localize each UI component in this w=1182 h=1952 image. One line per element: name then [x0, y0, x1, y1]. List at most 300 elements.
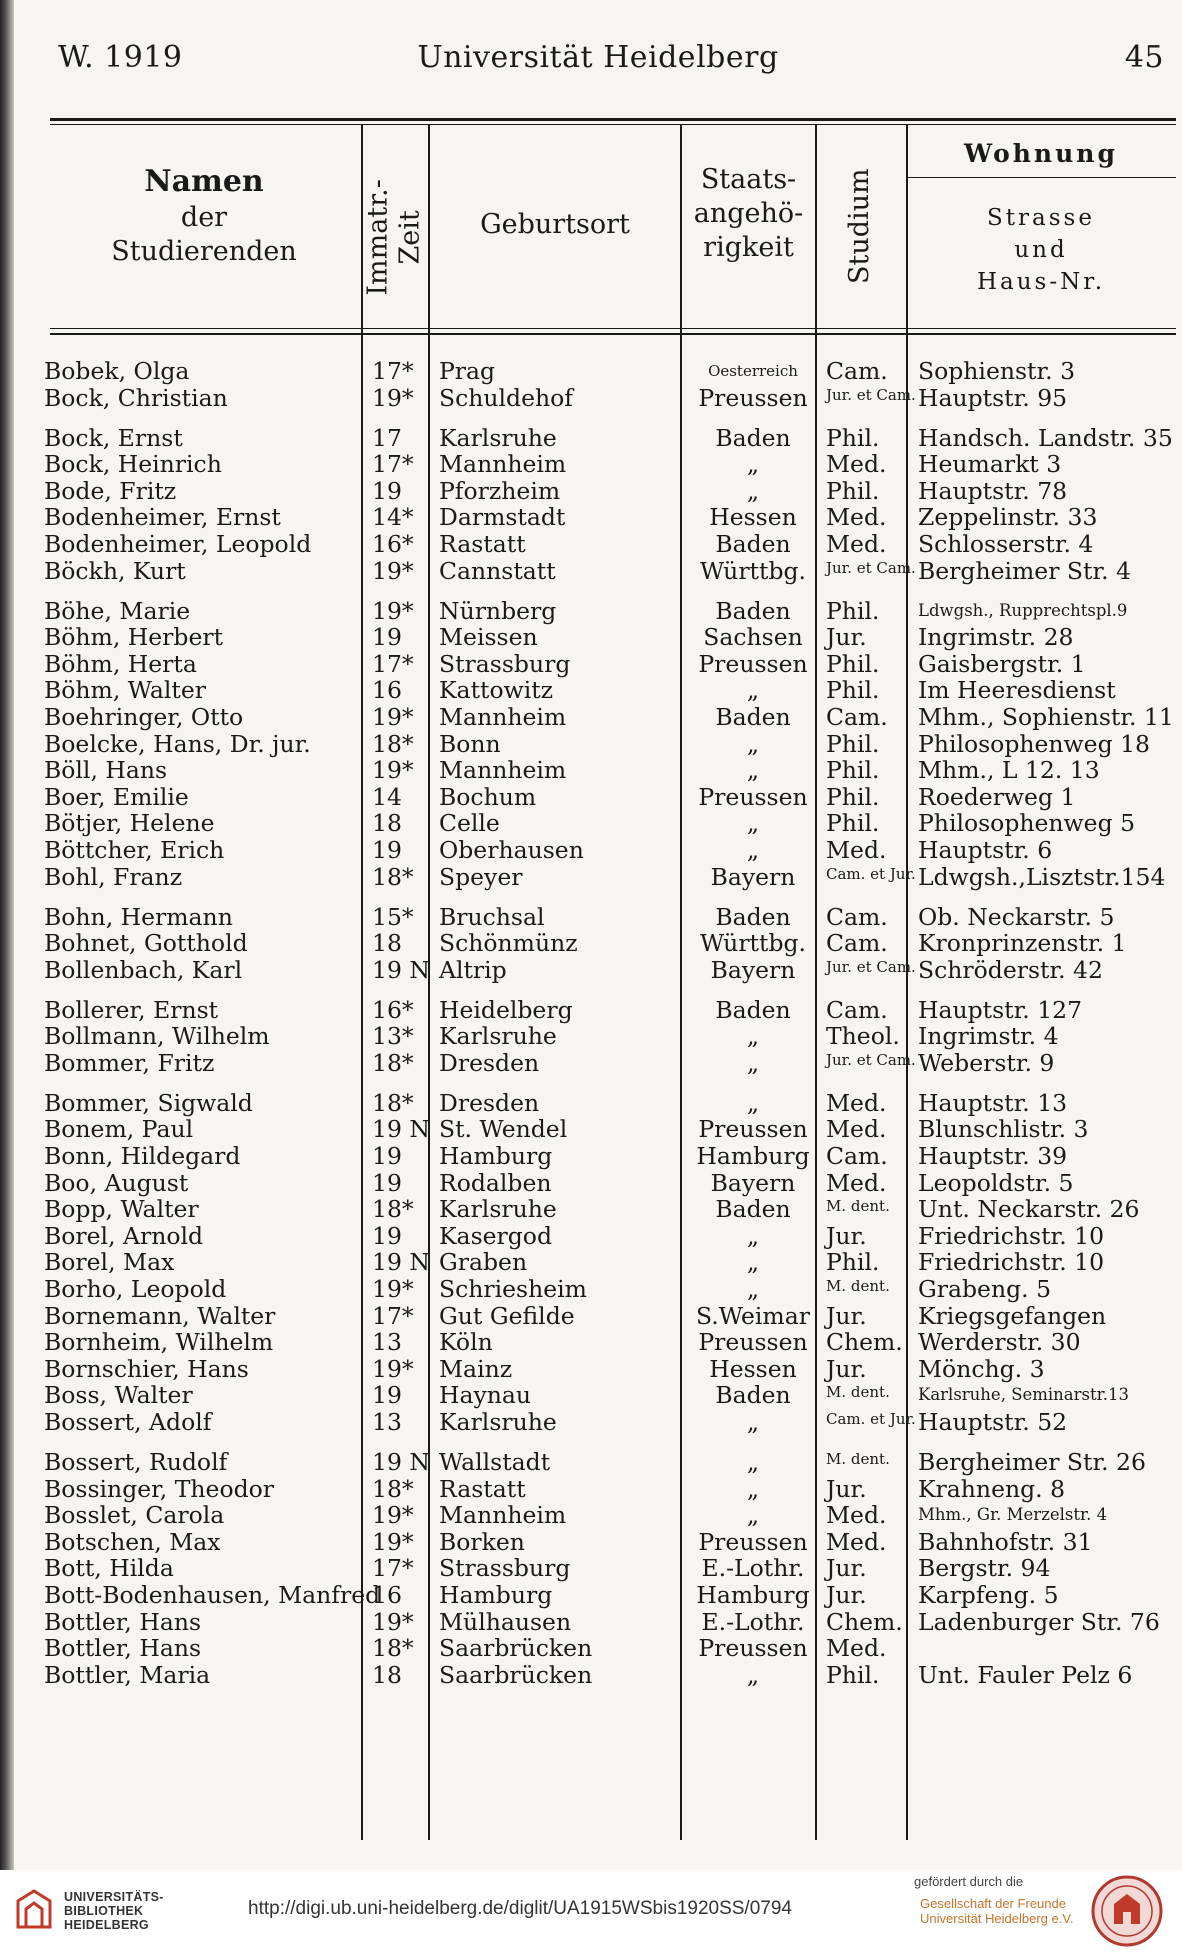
column-header-study: Studium	[843, 168, 875, 285]
residence-address: Werderstr. 30	[918, 1328, 1081, 1357]
matriculation-time: 17	[372, 423, 402, 452]
table-row	[14, 784, 1182, 811]
field-of-study: Med.	[826, 1634, 887, 1663]
matriculation-time: 16	[372, 1580, 402, 1609]
student-name: Bodenheimer, Leopold	[44, 529, 312, 558]
table-row	[14, 1662, 1182, 1689]
student-name: Bottler, Hans	[44, 1607, 202, 1636]
table-row	[14, 1529, 1182, 1556]
matriculation-time: 19 N	[372, 1115, 430, 1144]
table-row	[14, 358, 1182, 385]
field-of-study: Med.	[826, 503, 887, 532]
student-name: Böll, Hans	[44, 756, 168, 785]
citizenship: „	[746, 1275, 760, 1304]
citizenship: „	[746, 476, 760, 505]
field-of-study: Med.	[826, 450, 887, 479]
birthplace: Nürnberg	[439, 596, 557, 625]
table-row	[14, 1502, 1182, 1529]
birthplace: Saarbrücken	[439, 1660, 593, 1689]
column-header-birthplace: Geburtsort	[480, 209, 630, 240]
field-of-study: Med.	[826, 1527, 887, 1556]
residence-address: Zeppelinstr. 33	[918, 503, 1098, 532]
matriculation-time: 19*	[372, 383, 414, 412]
citizenship: Preussen	[698, 383, 808, 412]
residence-address: Hauptstr. 78	[918, 476, 1068, 505]
matriculation-time: 17*	[372, 1301, 414, 1330]
field-of-study: Phil.	[826, 782, 880, 811]
citizenship: Baden	[715, 529, 791, 558]
field-of-study: Jur.	[826, 1580, 867, 1609]
birthplace: Schuldehof	[439, 383, 573, 412]
residence-address: Ob. Neckarstr. 5	[918, 902, 1115, 931]
citizenship: „	[746, 1048, 760, 1077]
birthplace: Karlsruhe	[439, 1022, 557, 1051]
table-row	[14, 1303, 1182, 1330]
matriculation-time: 16	[372, 676, 402, 705]
table-row	[14, 1476, 1182, 1503]
field-of-study: Med.	[826, 529, 887, 558]
residence-address: Hauptstr. 6	[918, 835, 1053, 864]
residence-address: Karlsruhe, Seminarstr.13	[918, 1385, 1129, 1405]
matriculation-time: 19	[372, 1168, 402, 1197]
matriculation-time: 19	[372, 1221, 402, 1250]
field-of-study: M. dent.	[826, 1277, 890, 1296]
table-row	[14, 1116, 1182, 1143]
student-name: Bottler, Maria	[44, 1660, 211, 1689]
field-of-study: Jur.	[826, 1474, 867, 1503]
field-of-study: Phil.	[826, 476, 880, 505]
citizenship: „	[746, 809, 760, 838]
citizenship: „	[746, 729, 760, 758]
matriculation-time: 16*	[372, 995, 414, 1024]
citizenship: E.-Lothr.	[701, 1607, 805, 1636]
table-row	[14, 997, 1182, 1024]
university-seal-icon	[1090, 1874, 1164, 1948]
field-of-study: Med.	[826, 1115, 887, 1144]
residence-address: Blunschlistr. 3	[918, 1115, 1089, 1144]
residence-address: Karpfeng. 5	[918, 1580, 1059, 1609]
birthplace: Cannstatt	[439, 556, 556, 585]
birthplace: Schönmünz	[439, 929, 578, 958]
student-name: Bock, Heinrich	[44, 450, 222, 479]
matriculation-time: 19*	[372, 756, 414, 785]
header-rule-top-thin	[50, 124, 1176, 125]
residence-address: Krahneng. 8	[918, 1474, 1066, 1503]
student-name: Bobek, Olga	[44, 357, 190, 385]
citizenship: „	[746, 1248, 760, 1277]
header-rule-bottom-thin	[50, 328, 1176, 329]
citizenship: „	[746, 676, 760, 705]
citizenship: Württbg.	[699, 556, 806, 585]
birthplace: Speyer	[439, 862, 523, 891]
birthplace: Mülhausen	[439, 1607, 572, 1636]
table-row	[14, 1196, 1182, 1223]
column-header-address: Strasse und Haus-Nr.	[976, 205, 1106, 296]
matriculation-time: 19*	[372, 702, 414, 731]
matriculation-time: 18	[372, 809, 402, 838]
table-row	[14, 930, 1182, 957]
library-logo-icon	[14, 1887, 54, 1931]
birthplace: Oberhausen	[439, 835, 584, 864]
student-name: Boo, August	[44, 1168, 189, 1197]
matriculation-time: 18*	[372, 862, 414, 891]
matriculation-time: 19	[372, 1381, 402, 1410]
matriculation-time: 19	[372, 835, 402, 864]
student-name: Böhm, Herbert	[44, 623, 224, 652]
student-name: Bode, Fritz	[44, 476, 177, 505]
table-row	[14, 451, 1182, 478]
residence-address: Friedrichstr. 10	[918, 1248, 1105, 1277]
table-row	[14, 1609, 1182, 1636]
page-number: 45	[1124, 40, 1164, 75]
residence-address: Schlosserstr. 4	[918, 529, 1094, 558]
student-name: Bonn, Hildegard	[44, 1142, 241, 1171]
field-of-study: Jur. et Cam.	[826, 1050, 916, 1069]
column-header-name: Namen der Studierenden	[111, 164, 297, 267]
field-of-study: M. dent.	[826, 1197, 890, 1216]
table-row	[14, 757, 1182, 784]
table-row	[14, 1356, 1182, 1383]
matriculation-time: 18*	[372, 1634, 414, 1663]
student-name: Botschen, Max	[44, 1527, 221, 1556]
table-row	[14, 864, 1182, 904]
matriculation-time: 19 N	[372, 1448, 430, 1476]
matriculation-time: 19 N	[372, 1248, 430, 1277]
table-row	[14, 1276, 1182, 1303]
residence-address: Hauptstr. 52	[918, 1408, 1068, 1436]
student-name: Bott, Hilda	[44, 1554, 174, 1583]
birthplace: Haynau	[439, 1381, 532, 1410]
citizenship: „	[746, 1501, 760, 1530]
table-row	[14, 1170, 1182, 1197]
residence-address: Bergheimer Str. 26	[918, 1448, 1146, 1476]
citizenship: „	[746, 756, 760, 785]
birthplace: Celle	[439, 809, 500, 838]
student-name: Bottler, Hans	[44, 1634, 202, 1663]
citizenship: Württbg.	[699, 929, 806, 958]
student-name: Bossinger, Theodor	[44, 1474, 275, 1503]
citizenship: Hessen	[709, 503, 797, 532]
matriculation-time: 16*	[372, 529, 414, 558]
table-row	[14, 810, 1182, 837]
birthplace: Bochum	[439, 782, 537, 811]
book-spine-shadow	[0, 0, 14, 1870]
page-header-semester: W. 1919	[58, 40, 183, 75]
birthplace: St. Wendel	[439, 1115, 568, 1144]
citizenship: Hessen	[709, 1354, 797, 1383]
table-row	[14, 1023, 1182, 1050]
residence-address: Hauptstr. 127	[918, 995, 1083, 1024]
matriculation-time: 15*	[372, 902, 414, 931]
student-name: Bodenheimer, Ernst	[44, 503, 281, 532]
residence-address: Friedrichstr. 10	[918, 1221, 1105, 1250]
student-name: Boehringer, Otto	[44, 702, 244, 731]
citizenship: Preussen	[698, 1527, 808, 1556]
birthplace: Kattowitz	[439, 676, 554, 705]
field-of-study: M. dent.	[826, 1383, 890, 1402]
citizenship: Baden	[715, 1195, 791, 1224]
field-of-study: M. dent.	[826, 1450, 890, 1468]
birthplace: Graben	[439, 1248, 528, 1277]
table-row	[14, 598, 1182, 625]
birthplace: Saarbrücken	[439, 1634, 593, 1663]
citizenship: Preussen	[698, 1634, 808, 1663]
table-row	[14, 677, 1182, 704]
matriculation-time: 19*	[372, 1607, 414, 1636]
matriculation-time: 19*	[372, 596, 414, 625]
citizenship: „	[746, 1408, 760, 1436]
field-of-study: Phil.	[826, 729, 880, 758]
birthplace: Dresden	[439, 1088, 540, 1117]
birthplace: Rastatt	[439, 1474, 526, 1503]
student-name: Böhe, Marie	[44, 596, 191, 625]
residence-address: Philosophenweg 5	[918, 809, 1136, 838]
residence-address: Mönchg. 3	[918, 1354, 1045, 1383]
birthplace: Karlsruhe	[439, 1195, 557, 1224]
student-name: Bommer, Sigwald	[44, 1088, 253, 1117]
footer-bar	[0, 1870, 1182, 1952]
residence-address: Weberstr. 9	[918, 1048, 1055, 1077]
residence-address: Ldwgsh.,Lisztstr.154	[918, 862, 1166, 891]
citizenship: Oesterreich	[708, 362, 798, 380]
student-name: Bollenbach, Karl	[44, 955, 243, 984]
table-row	[14, 837, 1182, 864]
student-name: Böhm, Walter	[44, 676, 206, 705]
field-of-study: Cam.	[826, 702, 888, 731]
birthplace: Köln	[439, 1328, 493, 1357]
matriculation-time: 13*	[372, 1022, 414, 1051]
residence-address: Gaisbergstr. 1	[918, 649, 1086, 678]
matriculation-time: 19*	[372, 1501, 414, 1530]
citizenship: Baden	[715, 702, 791, 731]
field-of-study: Jur. et Cam.	[826, 558, 916, 577]
residence-address: Schröderstr. 42	[918, 955, 1103, 984]
student-name: Bornheim, Wilhelm	[44, 1328, 274, 1357]
student-name: Bohnet, Gotthold	[44, 929, 248, 958]
citizenship: Preussen	[698, 1115, 808, 1144]
citizenship: „	[746, 1221, 760, 1250]
birthplace: Karlsruhe	[439, 423, 557, 452]
table-row	[14, 1555, 1182, 1582]
scanned-page	[14, 0, 1182, 1870]
table-row	[14, 1382, 1182, 1409]
table-row	[14, 904, 1182, 931]
society-name: Gesellschaft der Freunde Universität Heidelberg e.V.	[920, 1896, 1074, 1926]
citizenship: „	[746, 1474, 760, 1503]
student-name: Böckh, Kurt	[44, 556, 186, 585]
table-row	[14, 704, 1182, 731]
field-of-study: Jur. et Cam.	[826, 385, 916, 404]
field-of-study: Cam. et Jur.	[826, 1410, 916, 1428]
student-name: Bosslet, Carola	[44, 1501, 225, 1530]
birthplace: Meissen	[439, 623, 538, 652]
citizenship: „	[746, 1022, 760, 1051]
matriculation-time: 19*	[372, 1275, 414, 1304]
table-row	[14, 1449, 1182, 1476]
student-name: Bossert, Rudolf	[44, 1448, 228, 1476]
field-of-study: Cam. et Jur.	[826, 864, 916, 883]
document-url-link[interactable]: http://digi.ub.uni-heidelberg.de/diglit/UA1915WSbis1920SS/0794	[248, 1898, 792, 1919]
table-row	[14, 478, 1182, 505]
student-name: Bollerer, Ernst	[44, 995, 219, 1024]
header-rule-top	[50, 118, 1176, 121]
library-name: UNIVERSITÄTS- BIBLIOTHEK HEIDELBERG	[64, 1890, 164, 1932]
matriculation-time: 19*	[372, 556, 414, 585]
citizenship: E.-Lothr.	[701, 1554, 805, 1583]
student-name: Bock, Christian	[44, 383, 228, 412]
student-name: Bossert, Adolf	[44, 1408, 212, 1436]
birthplace: Strassburg	[439, 1554, 571, 1583]
wohnung-rule	[906, 177, 1176, 178]
residence-address: Hauptstr. 95	[918, 383, 1068, 412]
matriculation-time: 18*	[372, 729, 414, 758]
student-name: Bollmann, Wilhelm	[44, 1022, 270, 1051]
citizenship: Preussen	[698, 649, 808, 678]
student-name: Bott-Bodenhausen, Manfred	[44, 1580, 381, 1609]
page-header-title: Universität Heidelberg	[417, 40, 779, 75]
birthplace: Mannheim	[439, 756, 567, 785]
citizenship: Preussen	[698, 782, 808, 811]
citizenship: Bayern	[710, 955, 796, 984]
matriculation-time: 17*	[372, 450, 414, 479]
field-of-study: Jur.	[826, 623, 867, 652]
citizenship: „	[746, 1088, 760, 1117]
citizenship: Baden	[715, 902, 791, 931]
citizenship: „	[746, 450, 760, 479]
residence-address: Ladenburger Str. 76	[918, 1607, 1160, 1636]
field-of-study: Cam.	[826, 357, 888, 385]
birthplace: Bonn	[439, 729, 501, 758]
field-of-study: Theol.	[826, 1022, 900, 1051]
student-name: Borel, Arnold	[44, 1221, 204, 1250]
field-of-study: Chem.	[826, 1607, 903, 1636]
student-name: Bock, Ernst	[44, 423, 183, 452]
citizenship: „	[746, 835, 760, 864]
table-row	[14, 1223, 1182, 1250]
field-of-study: Chem.	[826, 1328, 903, 1357]
matriculation-time: 18	[372, 1660, 402, 1689]
citizenship: Baden	[715, 423, 791, 452]
birthplace: Dresden	[439, 1048, 540, 1077]
table-row	[14, 1582, 1182, 1609]
table-row	[14, 651, 1182, 678]
table-row	[14, 531, 1182, 558]
residence-address: Kronprinzenstr. 1	[918, 929, 1127, 958]
student-name: Borel, Max	[44, 1248, 175, 1277]
matriculation-time: 13	[372, 1328, 402, 1357]
matriculation-time: 19	[372, 1142, 402, 1171]
citizenship: „	[746, 1448, 760, 1476]
residence-address: Bergstr. 94	[918, 1554, 1051, 1583]
birthplace: Mannheim	[439, 702, 567, 731]
student-name: Bonem, Paul	[44, 1115, 194, 1144]
student-name: Böttcher, Erich	[44, 835, 225, 864]
citizenship: Bayern	[710, 862, 796, 891]
table-row	[14, 1635, 1182, 1662]
residence-address: Bahnhofstr. 31	[918, 1527, 1093, 1556]
matriculation-time: 18	[372, 929, 402, 958]
residence-address: Roederweg 1	[918, 782, 1076, 811]
citizenship: Bayern	[710, 1168, 796, 1197]
student-list	[14, 358, 1182, 1688]
field-of-study: Phil.	[826, 1248, 880, 1277]
matriculation-time: 18*	[372, 1474, 414, 1503]
residence-address: Ldwgsh., Rupprechtspl.9	[918, 600, 1128, 620]
field-of-study: Med.	[826, 1501, 887, 1530]
field-of-study: Cam.	[826, 929, 888, 958]
field-of-study: Cam.	[826, 995, 888, 1024]
matriculation-time: 18*	[372, 1195, 414, 1224]
table-row	[14, 957, 1182, 997]
birthplace: Hamburg	[439, 1580, 553, 1609]
matriculation-time: 18*	[372, 1088, 414, 1117]
student-name: Bopp, Walter	[44, 1195, 199, 1224]
table-row	[14, 1409, 1182, 1449]
matriculation-time: 17*	[372, 357, 414, 385]
student-name: Boelcke, Hans, Dr. jur.	[44, 729, 311, 758]
citizenship: Baden	[715, 596, 791, 625]
birthplace: Mainz	[439, 1354, 513, 1383]
table-row	[14, 385, 1182, 425]
birthplace: Pforzheim	[439, 476, 561, 505]
field-of-study: Phil.	[826, 756, 880, 785]
birthplace: Prag	[439, 357, 496, 385]
residence-address: Mhm., Gr. Merzelstr. 4	[918, 1505, 1108, 1525]
column-header-citizenship: Staats- angehö- rigkeit	[693, 164, 804, 264]
table-row	[14, 1249, 1182, 1276]
field-of-study: Cam.	[826, 902, 888, 931]
birthplace: Bruchsal	[439, 902, 545, 931]
birthplace: Gut Gefilde	[439, 1301, 575, 1330]
header-rule-bottom	[50, 333, 1176, 335]
student-name: Böhm, Herta	[44, 649, 197, 678]
field-of-study: Phil.	[826, 596, 880, 625]
field-of-study: Phil.	[826, 423, 880, 452]
residence-address: Hauptstr. 13	[918, 1088, 1068, 1117]
matriculation-time: 18*	[372, 1048, 414, 1077]
citizenship: Preussen	[698, 1328, 808, 1357]
matriculation-time: 14	[372, 782, 402, 811]
residence-address: Leopoldstr. 5	[918, 1168, 1074, 1197]
matriculation-time: 17*	[372, 649, 414, 678]
residence-address: Sophienstr. 3	[918, 357, 1076, 385]
birthplace: Darmstadt	[439, 503, 566, 532]
matriculation-time: 19 N	[372, 955, 430, 984]
citizenship: S.Weimar	[696, 1301, 810, 1330]
matriculation-time: 17*	[372, 1554, 414, 1583]
residence-address: Unt. Neckarstr. 26	[918, 1195, 1140, 1224]
column-header-residence: Wohnung	[964, 139, 1118, 168]
birthplace: Altrip	[439, 955, 507, 984]
residence-address: Ingrimstr. 4	[918, 1022, 1059, 1051]
field-of-study: Med.	[826, 1088, 887, 1117]
student-name: Boss, Walter	[44, 1381, 193, 1410]
birthplace: Wallstadt	[439, 1448, 551, 1476]
birthplace: Kasergod	[439, 1221, 553, 1250]
residence-address: Unt. Fauler Pelz 6	[918, 1660, 1133, 1689]
birthplace: Mannheim	[439, 450, 567, 479]
residence-address: Handsch. Landstr. 35	[918, 423, 1173, 452]
field-of-study: Med.	[826, 1168, 887, 1197]
matriculation-time: 13	[372, 1408, 402, 1436]
field-of-study: Jur.	[826, 1354, 867, 1383]
birthplace: Borken	[439, 1527, 525, 1556]
table-row	[14, 1329, 1182, 1356]
field-of-study: Jur.	[826, 1221, 867, 1250]
matriculation-time: 14*	[372, 503, 414, 532]
birthplace: Heidelberg	[439, 995, 573, 1024]
citizenship: „	[746, 1660, 760, 1689]
